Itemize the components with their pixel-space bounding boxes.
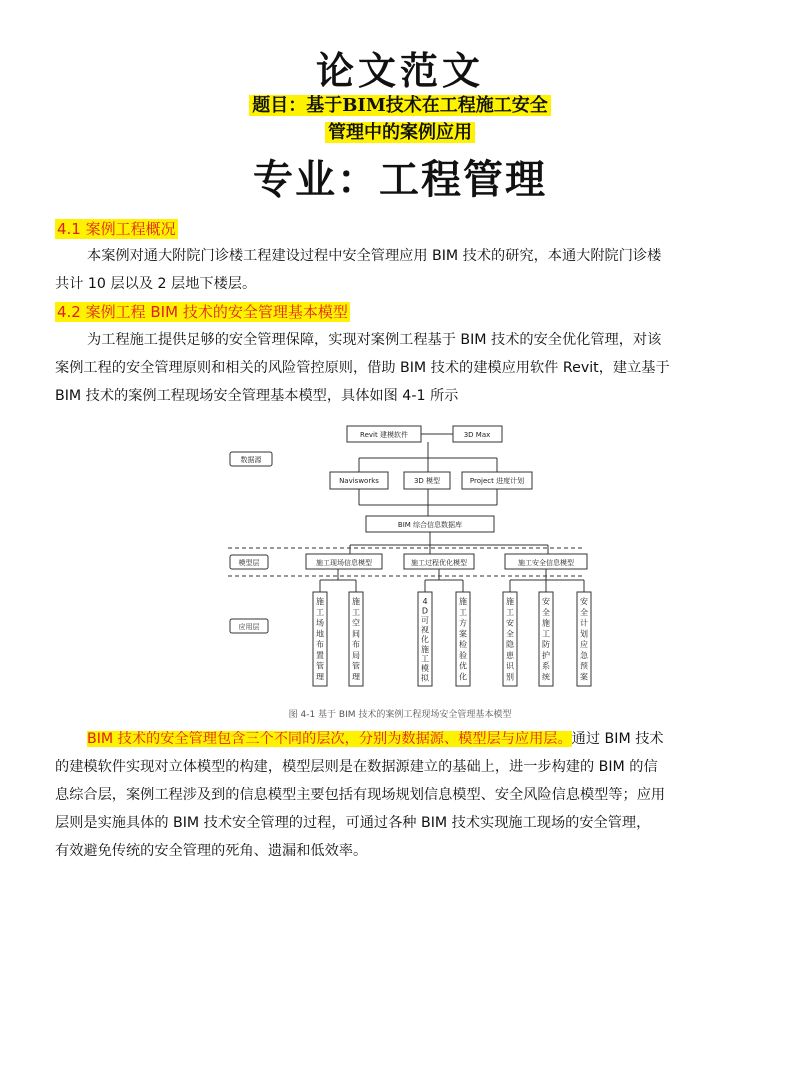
paragraph-line: 的建模软件实现对立体模型的构建，模型层则是在数据源建立的基础上，进一步构建的 BIM 的信: [55, 759, 658, 775]
paragraph-line: 共计 10 层以及 2 层地下楼层。: [55, 276, 257, 292]
tool-label: 3D 模型: [413, 477, 441, 485]
source-label: 3D Max: [463, 431, 491, 439]
app-label: 施工场地布置管理: [316, 597, 324, 682]
database-label: BIM 综合信息数据库: [397, 521, 463, 529]
topic-line-2: 管理中的案例应用: [0, 118, 800, 144]
paragraph-line: 案例工程的安全管理原则和相关的风险管控原则，借助 BIM 技术的建模应用软件 Revit，建立基于: [55, 360, 670, 376]
tool-label: Project 进度计划: [469, 477, 525, 485]
paragraph-line: 有效避免传统的安全管理的死角、遗漏和低效率。: [55, 843, 368, 859]
topic-line-1: 题目：基于BIM技术在工程施工安全: [0, 91, 800, 117]
paragraph-line: 本案例对通大附院门诊楼工程建设过程中安全管理应用 BIM 技术的研究，本通大附院门诊楼: [87, 248, 662, 264]
major-heading: 专业：工程管理: [253, 156, 547, 203]
model-label: 施工现场信息模型: [316, 559, 372, 567]
paragraph-line: 层则是实施具体的 BIM 技术安全管理的过程，可通过各种 BIM 技术实现施工现场的安全管理，: [55, 815, 651, 831]
section-4-1-heading: 4.1 案例工程概况: [57, 220, 176, 238]
paragraph-line: 为工程施工提供足够的安全管理保障，实现对案例工程基于 BIM 技术的安全优化管理，对该: [87, 332, 662, 348]
app-label: 施工空间布局管理: [352, 597, 360, 682]
app-label: 4 D 可视化施工模拟: [421, 597, 429, 683]
tool-label: Navisworks: [339, 477, 379, 485]
document-title: 论文范文: [315, 48, 484, 93]
figure-caption: 图 4-1 基于 BIM 技术的案例工程现场安全管理基本模型: [288, 710, 512, 720]
model-label: 施工安全信息模型: [518, 559, 574, 567]
summary-paragraph: [55, 725, 748, 865]
paragraph-line: BIM 技术的案例工程现场安全管理基本模型，具体如图 4-1 所示: [55, 388, 459, 404]
summary-line-rest: 通过 BIM 技术: [571, 731, 664, 747]
app-label: 安全施工防护系统: [542, 597, 550, 682]
paragraph-line: 息综合层，案例工程涉及到的信息模型主要包括有现场规划信息模型、安全风险信息模型等；应用: [55, 787, 666, 803]
summary-highlight: BIM 技术的安全管理包含三个不同的层次，分别为数据源、模型层与应用层。: [87, 731, 572, 747]
layer-label: 模型层: [238, 559, 260, 567]
app-label: 安全计划应急预案: [580, 597, 588, 682]
layer-label: 数据源: [240, 456, 262, 464]
source-label: Revit 建模软件: [360, 431, 408, 439]
app-label: 施工方案检验优化: [459, 597, 467, 682]
app-label: 施工安全隐患识别: [506, 597, 514, 682]
model-label: 施工过程优化模型: [411, 559, 467, 567]
section-4-2-heading: 4.2 案例工程 BIM 技术的安全管理基本模型: [57, 303, 348, 321]
layer-label: 应用层: [238, 623, 260, 631]
